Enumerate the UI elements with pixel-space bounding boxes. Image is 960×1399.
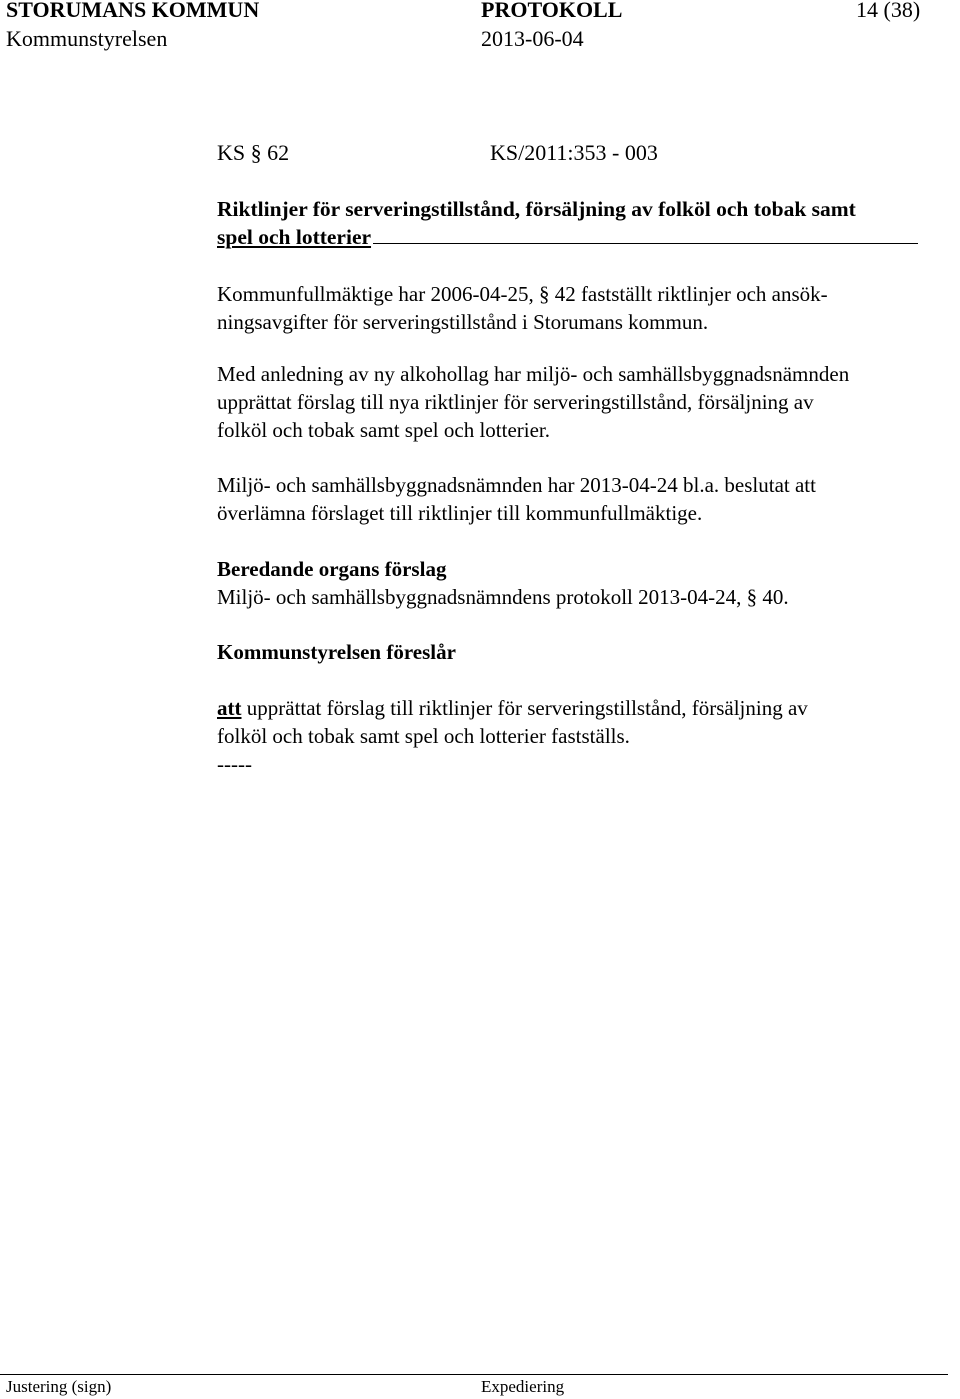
footer-justering: Justering (sign): [6, 1377, 112, 1396]
paragraph-3: [217, 471, 816, 527]
preparatory-text: Miljö- och samhällsbyggnadsnämndens protokoll 2013-04-24, § 40.: [217, 585, 789, 609]
page-number: 14 (38): [856, 0, 921, 22]
proposal-line1: [217, 694, 808, 722]
meeting-date: 2013-06-04: [481, 26, 584, 51]
preparatory-heading: Beredande organs förslag: [217, 557, 447, 581]
footer-rule: [0, 1374, 948, 1375]
paragraph-1: [217, 280, 828, 336]
proposal-heading: Kommunstyrelsen föreslår: [217, 640, 456, 664]
case-reference: KS/2011:353 - 003: [490, 140, 658, 165]
paragraph-3-line1: Miljö- och samhällsbyggnadsnämnden har 2013-04-24 bl.a. beslutat att: [217, 473, 816, 497]
paragraph-2-line3: folköl och tobak samt spel och lotterier.: [217, 418, 551, 442]
footer-expediering: Expediering: [481, 1377, 565, 1396]
case-title-line2: spel och lotterier: [217, 225, 372, 249]
proposal-end-mark: -----: [217, 752, 252, 776]
proposal-line1-text: upprättat förslag till riktlinjer för serveringstillstånd, försäljning av: [246, 696, 808, 720]
case-number: KS § 62: [217, 140, 290, 165]
title-underline-rule: [373, 223, 918, 244]
case-title-line2-wrap: [217, 223, 918, 251]
document-type: PROTOKOLL: [481, 0, 623, 22]
body-name: Kommunstyrelsen: [6, 26, 168, 51]
proposal-att-keyword: att: [217, 696, 242, 720]
paragraph-2: [217, 360, 849, 444]
case-title: [217, 195, 918, 251]
paragraph-2-line1: Med anledning av ny alkohollag har miljö- och samhällsbyggnadsnämnden: [217, 362, 850, 386]
paragraph-3-line2: överlämna förslaget till riktlinjer till kommunfullmäktige.: [217, 501, 703, 525]
proposal-line2: folköl och tobak samt spel och lotterier fastställs.: [217, 724, 630, 748]
municipality-name: STORUMANS KOMMUN: [6, 0, 260, 22]
paragraph-2-line2: upprättat förslag till nya riktlinjer för serveringstillstånd, försäljning av: [217, 390, 814, 414]
paragraph-1-line2: ningsavgifter för serveringstillstånd i Storumans kommun.: [217, 310, 709, 334]
paragraph-1-line1: Kommunfullmäktige har 2006-04-25, § 42 fastställt riktlinjer och ansök-: [217, 282, 828, 306]
proposal-text: [217, 694, 808, 778]
case-title-line1: Riktlinjer för serveringstillstånd, försäljning av folköl och tobak samt: [217, 197, 856, 221]
